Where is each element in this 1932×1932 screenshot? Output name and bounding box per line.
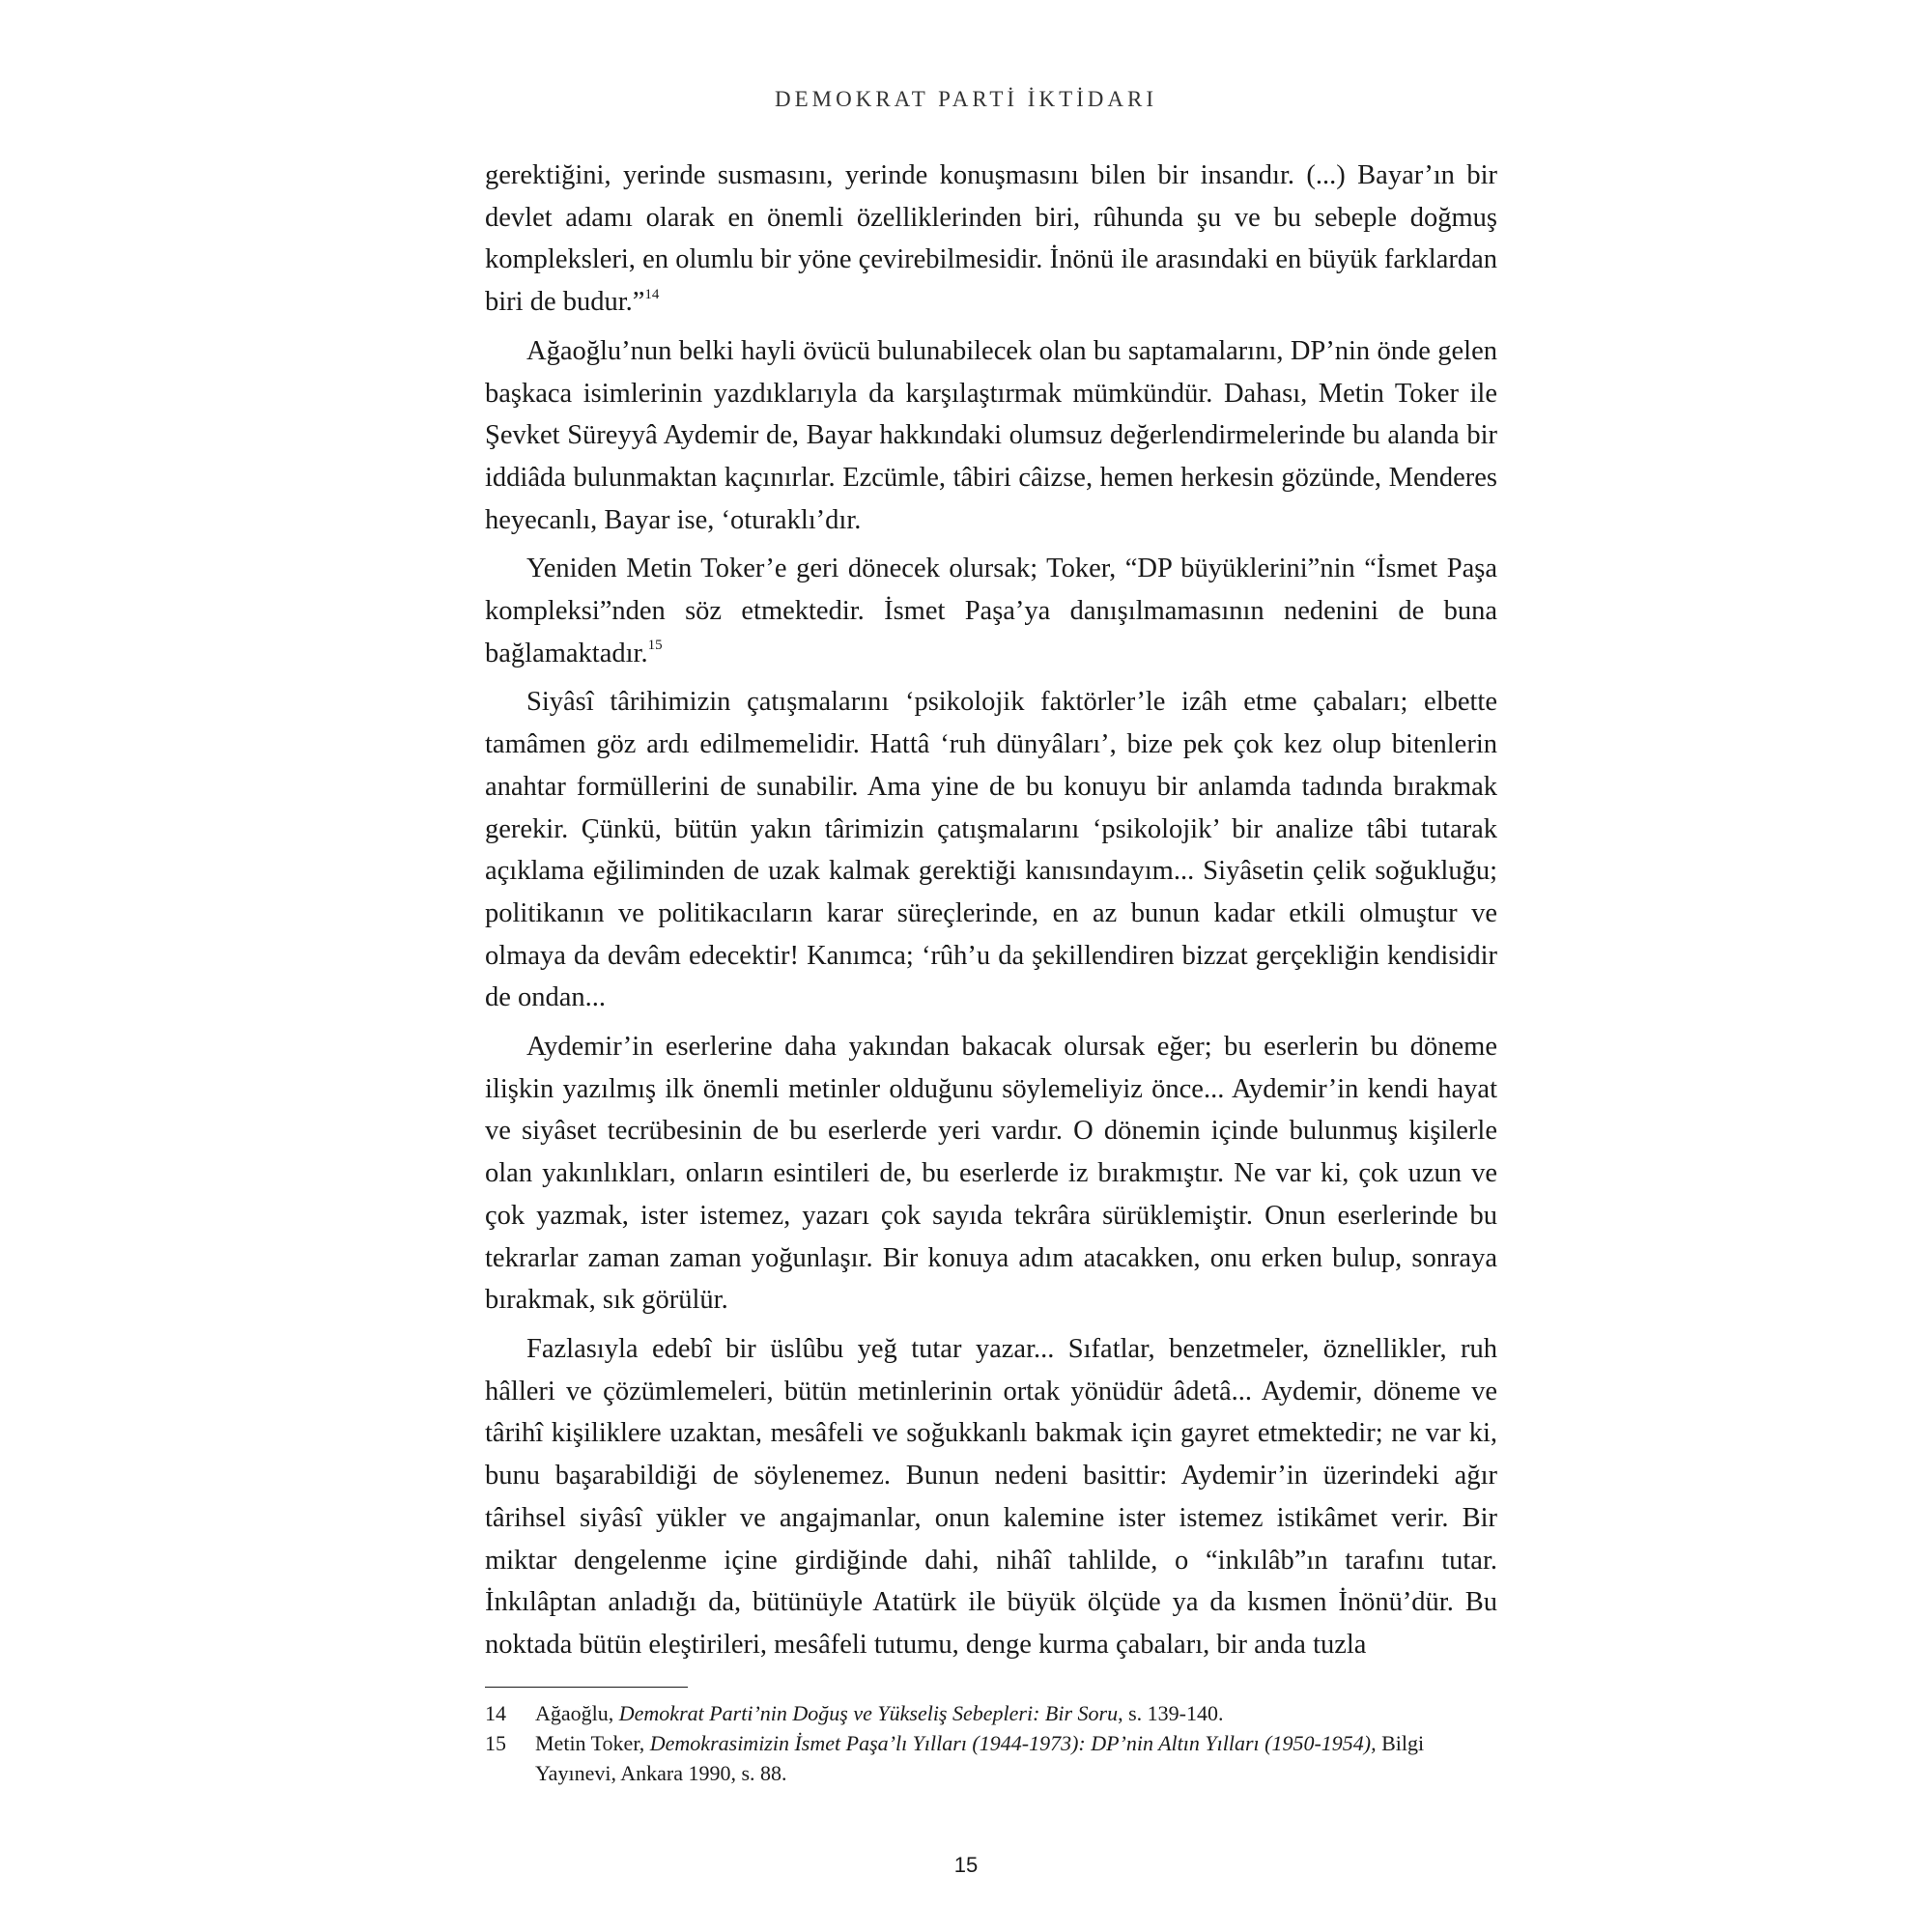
footnote-title: Demokrasimizin İsmet Paşa’lı Yılları (1944-1973): DP’nin Altın Yılları (1950-1954),: [649, 1731, 1377, 1755]
footnotes: [485, 1698, 1497, 1788]
paragraph-text: gerektiğini, yerinde susmasını, yerinde konuşmasını bilen bir insandır. (...) Bayar’ın bir devlet adamı olarak en önemli özelliklerinden biri, rûhunda şu ve bu sebeple doğmuş kompleksleri, en olumlu bir yöne çevirebilmesidir. İnönü ile arasındaki en büyük farklardan biri de budur.”: [485, 160, 1497, 318]
footnote-author: Metin Toker,: [535, 1731, 650, 1755]
paragraph-3: [485, 548, 1497, 674]
paragraph-2: [485, 330, 1497, 542]
footnote-14: [485, 1698, 1497, 1728]
paragraph-text: Ağaoğlu’nun belki hayli övücü bulunabilecek olan bu saptamalarını, DP’nin önde gelen başkaca isimlerinin yazdıklarıyla da karşılaştırmak mümkündür. Dahası, Metin Toker ile Şevket Süreyyâ Aydemir de, Bayar hakkındaki olumsuz değerlendirmelerinde bu alanda bir iddiâda bulunmaktan kaçınırlar. Ezcümle, tâbiri câizse, hemen herkesin gözünde, Menderes heyecanlı, Bayar ise, ‘oturaklı’dır.: [485, 335, 1497, 535]
paragraph-text: Aydemir’in eserlerine daha yakından bakacak olursak eğer; bu eserlerin bu döneme ilişkin yazılmış ilk önemli metinler olduğunu söylemeliyiz önce... Aydemir’in kendi hayat ve siyâset tecrübesinin de bu eserlerde yeri vardır. O dönemin içinde bulunmuş kişilerle olan yakınlıkları, onların esintileri de, bu eserlerde iz bırakmıştır. Ne var ki, çok uzun ve çok yazmak, ister istemez, yazarı çok sayıda tekrâra sürüklemiştir. Onun eserlerinde bu tekrarlar zaman zaman yoğunlaşır. Bir konuya adım atacakken, onu erken bulup, sonraya bırakmak, sık görülür.: [485, 1032, 1497, 1316]
footnote-15: [485, 1728, 1497, 1788]
paragraph-1: [485, 155, 1497, 324]
paragraph-text: Yeniden Metin Toker’e geri dönecek olursak; Toker, “DP büyüklerini”nin “İsmet Paşa kompleksi”nden söz etmektedir. İsmet Paşa’ya danışılmamasının nedenini de buna bağlamaktadır.: [485, 554, 1497, 668]
footnote-author: Ağaoğlu,: [535, 1701, 619, 1725]
footnote-number: 15: [485, 1731, 506, 1755]
footnote-ref-15: 15: [647, 638, 663, 654]
paragraph-5: [485, 1026, 1497, 1321]
footnote-text: [535, 1728, 1497, 1788]
paragraph-6: [485, 1328, 1497, 1666]
footnote-citation: , s. 139-140.: [1118, 1701, 1224, 1725]
footnote-title: Demokrat Parti’nin Doğuş ve Yükseliş Sebepleri: Bir Soru: [618, 1701, 1119, 1725]
footnote-citation: Bilgi Yayınevi, Ankara 1990, s. 88.: [535, 1731, 1425, 1785]
paragraph-text: Siyâsî târihimizin çatışmalarını ‘psikolojik faktörler’le izâh etme çabaları; elbette tamâmen göz ardı edilmemelidir. Hattâ ‘ruh dünyâları’, bize pek çok kez olup bitenlerin anahtar formüllerini de sunabilir. Ama yine de bu konuyu bir anlamda tadında bırakmak gerekir. Çünkü, bütün yakın târimizin çatışmalarını ‘psikolojik’ bir analize tâbi tutarak açıklama eğiliminden de uzak kalmak gerektiği kanısındayım... Siyâsetin çelik soğukluğu; politikanın ve politikacıların karar süreçlerinde, en az bunun kadar etkili olmuştur ve olmaya da devâm edecektir! Kanımca; ‘rûh’u da şekillendiren bizzat gerçekliğin kendisidir de ondan...: [485, 687, 1497, 1013]
footnote-ref-14: 14: [644, 286, 660, 302]
page-number: 15: [953, 1853, 979, 1877]
paragraph-text: Fazlasıyla edebî bir üslûbu yeğ tutar yazar... Sıfatlar, benzetmeler, öznellikler, ruh hâlleri ve çözümlemeleri, bütün metinlerinin ortak yönüdür âdetâ... Aydemir, döneme ve târihî kişiliklere uzaktan, mesâfeli ve soğukkanlı bakmak için gayret etmektedir; ne var ki, bunu başarabildiği de söylenemez. Bunun nedeni basittir: Aydemir’in üzerindeki ağır târihsel siyâsî yükler ve angajmanlar, onun kalemine ister istemez istikâmet verir. Bir miktar dengelenme içine girdiğinde dahi, nihâî tahlilde, o “inkılâb”ın tarafını tutar. İnkılâptan anladığı da, bütünüyle Atatürk ile büyük ölçüde ya da kısmen İnönü’dür. Bu noktada bütün eleştirileri, mesâfeli tutumu, denge kurma çabaları, bir anda tuzla: [485, 1333, 1497, 1660]
footnote-text: [535, 1698, 1497, 1728]
footnote-number: 14: [485, 1701, 506, 1725]
running-header: DEMOKRAT PARTİ İKTİDARI: [774, 87, 1158, 111]
footnote-divider: [485, 1687, 688, 1688]
body-text: [485, 155, 1497, 1673]
paragraph-4: [485, 681, 1497, 1019]
